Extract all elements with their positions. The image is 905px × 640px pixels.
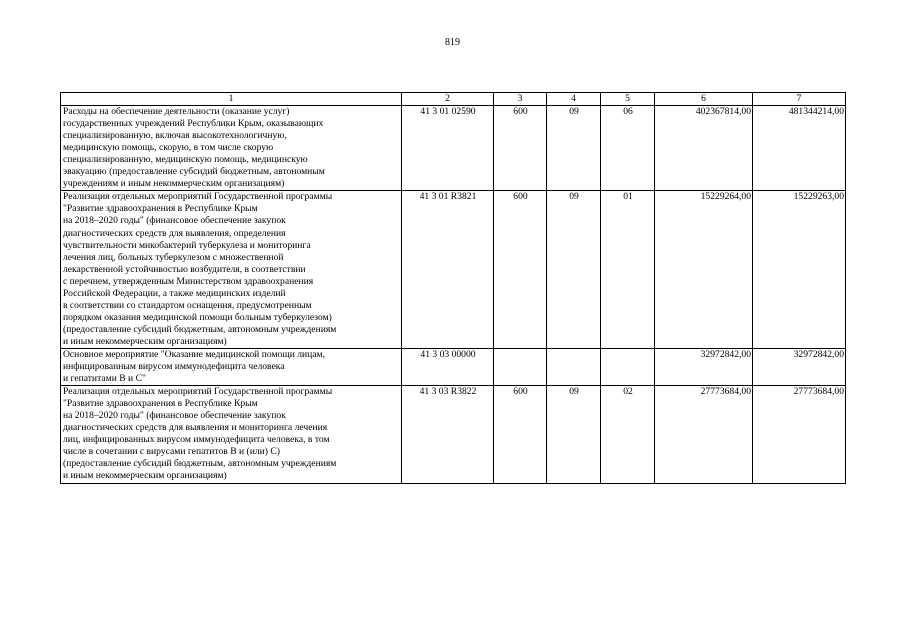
subsection-cell: [601, 348, 655, 385]
expense-name-line: лечения лиц, больных туберкулезом с множественной: [63, 251, 284, 263]
expense-name-line: с перечнем, утвержденным Министерством здравоохранения: [63, 275, 314, 287]
target-code-cell: 41 3 01 02590: [402, 106, 494, 191]
expense-name-line: Реализация отдельных мероприятий Государственной программы: [63, 386, 333, 398]
expense-name-line: в соответствии со стандартом оснащения, предусмотренным: [63, 299, 312, 311]
expense-name-line: (предоставление субсидий бюджетным, автономным учреждениям: [63, 323, 337, 335]
section-cell: 09: [547, 191, 601, 349]
column-header: 4: [547, 93, 601, 106]
expense-name-line: Основное мероприятие "Оказание медицинской помощи лицам,: [63, 348, 326, 360]
expense-type-cell: 600: [494, 106, 547, 191]
expense-name-line: учреждениям и иным некоммерческим организациям): [63, 178, 285, 190]
expense-name-line: специализированную, включая высокотехнологичную,: [63, 130, 287, 142]
expense-name-cell: [61, 386, 402, 483]
expense-name-line: порядком оказания медицинской помощи больным туберкулезом): [63, 311, 332, 323]
expense-name-line: лиц, инфицированных вирусом иммунодефицита человека, в том: [63, 434, 330, 446]
amount-cell: 32972842,00: [655, 348, 753, 385]
column-header: 6: [655, 93, 753, 106]
expense-name-line: на 2018–2020 годы" (финансовое обеспечение закупок: [63, 410, 286, 422]
section-cell: 09: [547, 386, 601, 483]
expense-type-cell: 600: [494, 191, 547, 349]
column-header: 5: [601, 93, 655, 106]
expense-name-cell: [61, 191, 402, 349]
expense-name-line: и иным некоммерческим организациям): [63, 470, 227, 482]
expense-name-cell: [61, 348, 402, 385]
amount-cell: 402367814,00: [655, 106, 753, 191]
table-row: [61, 386, 846, 483]
expense-name-line: (предоставление субсидий бюджетным, автономным учреждениям: [63, 458, 337, 470]
expense-name-line: медицинскую помощь, скорую, в том числе скорую: [63, 142, 274, 154]
expense-name-cell: [61, 106, 402, 191]
subsection-cell: 01: [601, 191, 655, 349]
expense-name-line: Реализация отдельных мероприятий Государственной программы: [63, 191, 333, 203]
amount-cell: 27773684,00: [655, 386, 753, 483]
expense-name-line: числе в сочетании с вирусами гепатитов В и (или) С): [63, 446, 280, 458]
expense-name-line: инфицированным вирусом иммунодефицита человека: [63, 361, 285, 373]
section-cell: [547, 348, 601, 385]
column-number-row: [61, 93, 846, 106]
section-cell: 09: [547, 106, 601, 191]
subsection-cell: 02: [601, 386, 655, 483]
expense-name-line: Российской Федерации, а также медицинских изделий: [63, 287, 286, 299]
target-code-cell: 41 3 01 R3821: [402, 191, 494, 349]
subsection-cell: 06: [601, 106, 655, 191]
target-code-cell: 41 3 03 R3822: [402, 386, 494, 483]
table-row: [61, 348, 846, 385]
expense-name-line: специализированную, медицинскую помощь, медицинскую: [63, 154, 308, 166]
expense-name-line: на 2018–2020 годы" (финансовое обеспечение закупок: [63, 215, 286, 227]
expense-name-line: и гепатитами В и С": [63, 373, 146, 385]
expense-name-line: лекарственной устойчивостью возбудителя, в соответствии: [63, 263, 306, 275]
expense-name-line: чувствительности микобактерий туберкулеза и мониторинга: [63, 239, 311, 251]
expense-name-line: государственных учреждений Республики Крым, оказывающих: [63, 118, 324, 130]
column-header: 1: [61, 93, 402, 106]
amount-cell: 15229264,00: [655, 191, 753, 349]
expense-type-cell: [494, 348, 547, 385]
amount-cell: 481344214,00: [753, 106, 846, 191]
amount-cell: 15229263,00: [753, 191, 846, 349]
table-row: [61, 191, 846, 349]
target-code-cell: 41 3 03 00000: [402, 348, 494, 385]
expense-name-line: эвакуацию (предоставление субсидий бюджетным, автономным: [63, 166, 325, 178]
column-header: 7: [753, 93, 846, 106]
budget-table: [60, 92, 846, 484]
amount-cell: 27773684,00: [753, 386, 846, 483]
amount-cell: 32972842,00: [753, 348, 846, 385]
column-header: 2: [402, 93, 494, 106]
expense-name-line: диагностических средств для выявления и мониторинга лечения: [63, 422, 328, 434]
expense-name-line: и иным некоммерческим организациям): [63, 335, 227, 347]
expense-type-cell: 600: [494, 386, 547, 483]
column-header: 3: [494, 93, 547, 106]
table-row: [61, 106, 846, 191]
expense-name-line: Расходы на обеспечение деятельности (оказание услуг): [63, 106, 290, 118]
expense-name-line: диагностических средств для выявления, определения: [63, 227, 286, 239]
page-number: 819: [445, 37, 460, 48]
expense-name-line: "Развитие здравоохранения в Республике Крым: [63, 398, 258, 410]
expense-name-line: "Развитие здравоохранения в Республике Крым: [63, 203, 258, 215]
